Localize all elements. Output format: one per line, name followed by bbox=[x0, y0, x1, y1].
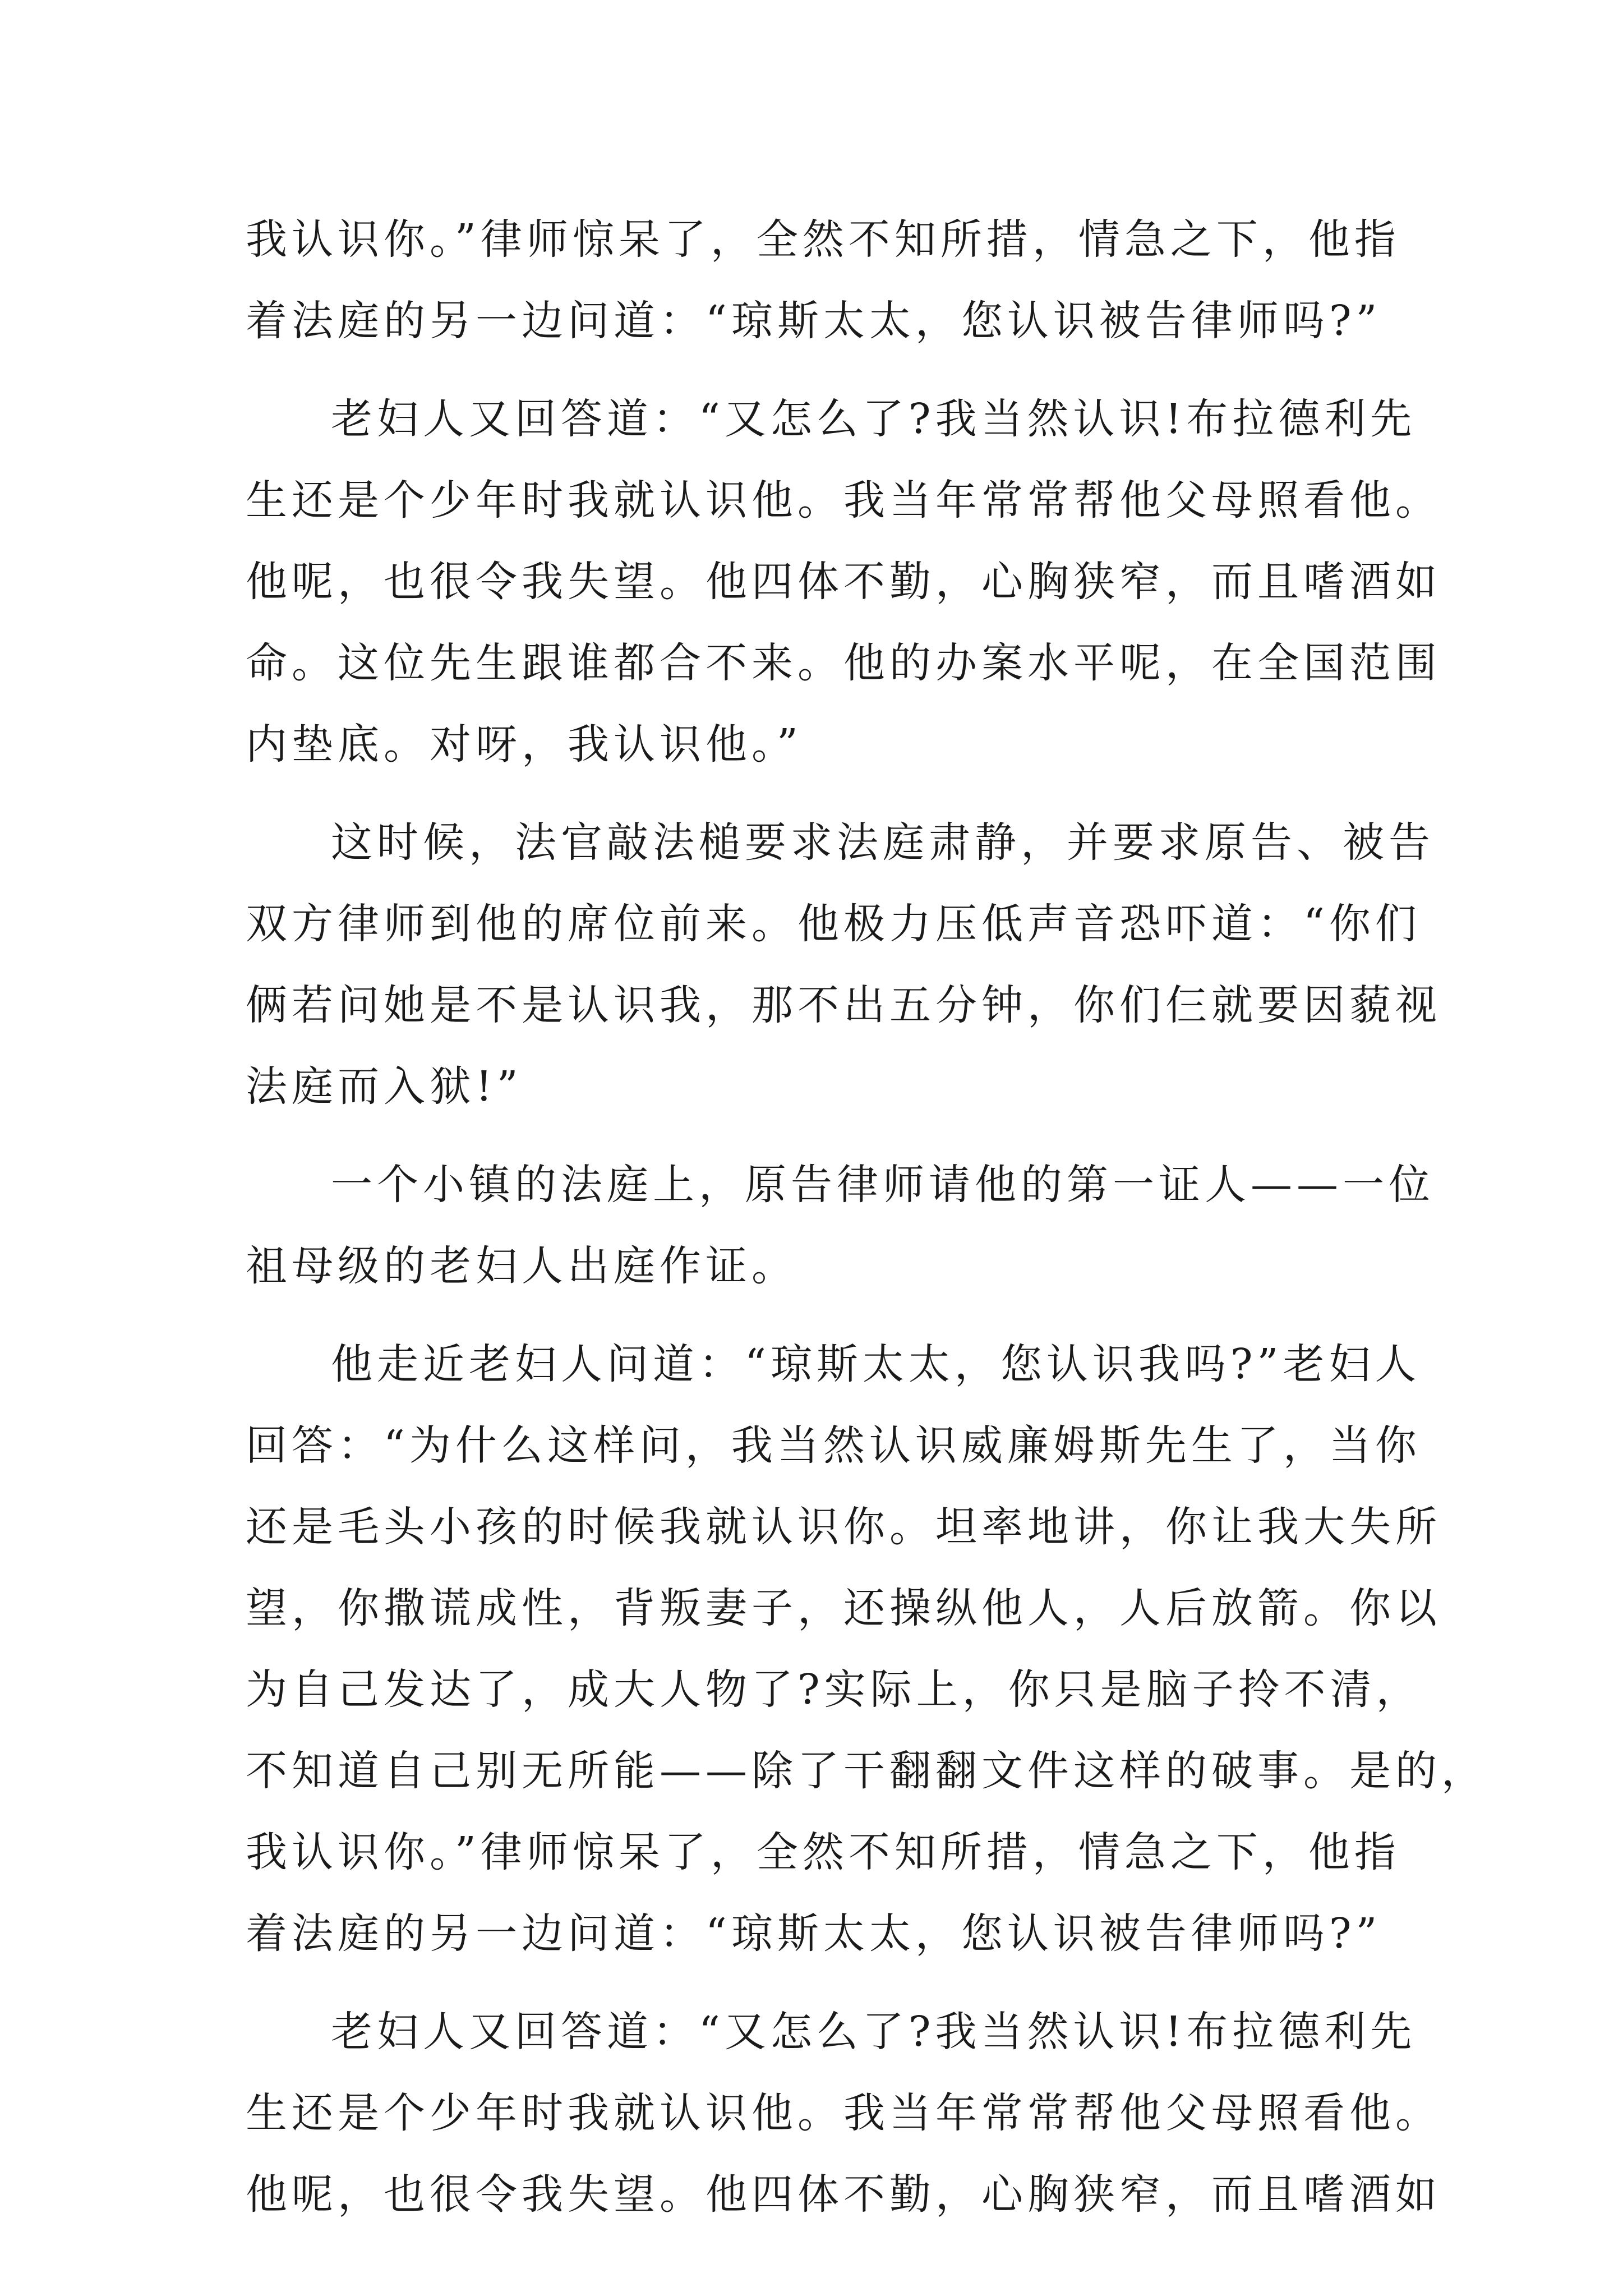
text-line: 他呢，也很令我失望。他四体不勤，心胸狭窄，而且嗜酒如 bbox=[246, 2170, 1441, 2219]
text-line: 回答：“为什么这样问，我当然认识威廉姆斯先生了，当你 bbox=[246, 1421, 1421, 1470]
text-line: 命。这位先生跟谁都合不来。他的办案水平呢，在全国范围 bbox=[246, 639, 1441, 687]
text-line: 一个小镇的法庭上，原告律师请他的第一证人——一位 bbox=[331, 1161, 1435, 1209]
text-line: 老妇人又回答道：“又怎么了?我当然认识!布拉德利先 bbox=[331, 395, 1417, 443]
text-line: 望，你撒谎成性，背叛妻子，还操纵他人，人后放箭。你以 bbox=[246, 1584, 1441, 1632]
text-line: 生还是个少年时我就认识他。我当年常常帮他父母照看他。 bbox=[246, 476, 1441, 524]
text-line: 老妇人又回答道：“又怎么了?我当然认识!布拉德利先 bbox=[331, 2008, 1417, 2056]
text-line: 他呢，也很令我失望。他四体不勤，心胸狭窄，而且嗜酒如 bbox=[246, 558, 1441, 606]
text-line: 双方律师到他的席位前来。他极力压低声音恐吓道：“你们 bbox=[246, 900, 1421, 948]
text-line: 他走近老妇人问道：“琼斯太太，您认识我吗?”老妇人 bbox=[331, 1340, 1421, 1388]
text-line: 俩若问她是不是认识我，那不出五分钟，你们仨就要因藐视 bbox=[246, 981, 1441, 1029]
text-line: 为自己发达了，成大人物了?实际上，你只是脑子拎不清， bbox=[246, 1665, 1422, 1714]
text-line: 着法庭的另一边问道：“琼斯太太，您认识被告律师吗?” bbox=[246, 1910, 1382, 1958]
text-line: 法庭而入狱!” bbox=[246, 1062, 523, 1111]
text-line: 我认识你。”律师惊呆了，全然不知所措，情急之下，他指 bbox=[246, 215, 1400, 264]
text-line: 着法庭的另一边问道：“琼斯太太，您认识被告律师吗?” bbox=[246, 297, 1382, 345]
text-line: 这时候，法官敲法槌要求法庭肃静，并要求原告、被告 bbox=[331, 818, 1435, 867]
text-line: 还是毛头小孩的时候我就认识你。坦率地讲，你让我大失所 bbox=[246, 1503, 1441, 1551]
text-line: 我认识你。”律师惊呆了，全然不知所措，情急之下，他指 bbox=[246, 1828, 1400, 1876]
text-line: 生还是个少年时我就认识他。我当年常常帮他父母照看他。 bbox=[246, 2089, 1441, 2137]
text-line: 不知道自己别无所能——除了干翻翻文件这样的破事。是的， bbox=[246, 1747, 1487, 1795]
text-line: 祖母级的老妇人出庭作证。 bbox=[246, 1242, 797, 1290]
text-line: 内垫底。对呀，我认识他。” bbox=[246, 720, 803, 769]
document-body bbox=[246, 199, 1487, 2235]
